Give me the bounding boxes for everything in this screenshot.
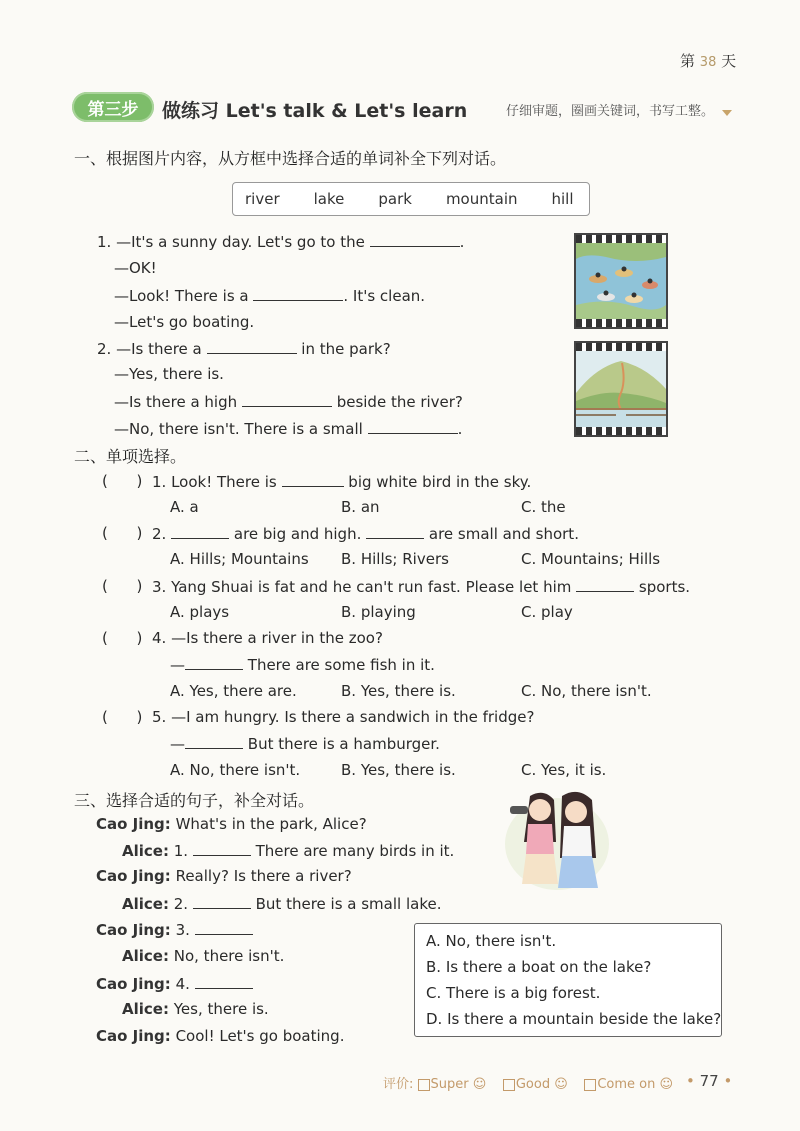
answer-blank[interactable]	[368, 419, 458, 434]
choice-option: B. Is there a boat on the lake?	[426, 958, 652, 976]
dialog-line: Cao Jing: What's in the park, Alice?	[96, 815, 367, 833]
option: C. Yes, it is.	[521, 761, 607, 779]
answer-paren[interactable]: ( )	[102, 708, 143, 726]
laugh-face-icon: ☺	[472, 1077, 487, 1092]
answer-blank[interactable]	[171, 524, 229, 539]
dialog-line: Alice: No, there isn't.	[122, 947, 285, 965]
question-text: 3. Yang Shuai is fat and he can't run fast. Please let him sports.	[152, 578, 691, 596]
step-title: 做练习 Let's talk & Let's learn	[162, 100, 468, 122]
dialog-line: —Look! There is a . It's clean.	[114, 287, 426, 305]
mountain-river-picture	[574, 341, 668, 437]
answer-blank[interactable]	[193, 841, 251, 856]
page-number: • 77 •	[686, 1072, 733, 1090]
girls-with-binoculars-icon	[504, 784, 610, 892]
come-on-label: Come on	[597, 1077, 656, 1092]
option: C. No, there isn't.	[521, 682, 652, 700]
word-box	[232, 182, 590, 216]
option: C. Mountains; Hills	[521, 550, 661, 568]
question-text: 4. —Is there a river in the zoo?	[152, 629, 383, 647]
dialog-line: Cao Jing: Cool! Let's go boating.	[96, 1027, 345, 1045]
option: A. Yes, there are.	[170, 682, 297, 700]
question-text: 2. are big and high. are small and short.	[152, 525, 579, 543]
answer-blank[interactable]	[370, 232, 460, 247]
option: A. No, there isn't.	[170, 761, 301, 779]
dialog-line: —Let's go boating.	[114, 313, 255, 331]
super-checkbox[interactable]	[418, 1079, 430, 1091]
word-option: mountain	[445, 190, 518, 208]
dialog-line: —OK!	[114, 259, 157, 277]
dialog-line: 1. —It's a sunny day. Let's go to the .	[97, 233, 465, 251]
dialog-line: 2. —Is there a in the park?	[97, 340, 391, 358]
word-option: river	[245, 190, 280, 208]
part3-heading: 三、选择合适的句子，补全对话。	[74, 791, 315, 810]
mountain-river-illustration	[576, 343, 666, 435]
dialog-line: —No, there isn't. There is a small .	[114, 420, 463, 438]
dialog-line: Cao Jing: 4.	[96, 974, 253, 993]
good-checkbox[interactable]	[503, 1079, 515, 1091]
happy-face-icon: ☺	[659, 1077, 674, 1092]
answer-blank[interactable]	[366, 524, 424, 539]
dialog-line: —Is there a high beside the river?	[114, 393, 463, 411]
word-option: park	[378, 190, 412, 208]
good-label: Good	[515, 1077, 551, 1092]
dialog-line: Alice: 2. But there is a small lake.	[122, 895, 442, 913]
answer-paren[interactable]: ( )	[102, 524, 143, 542]
answer-blank[interactable]	[193, 894, 251, 909]
dialog-line: Cao Jing: 3.	[96, 920, 253, 939]
day-label: 第 38 天	[680, 52, 737, 70]
dialog-line: Cao Jing: Really? Is there a river?	[96, 867, 352, 885]
choice-option: A. No, there isn't.	[426, 932, 557, 950]
step-badge: 第三步	[72, 92, 154, 122]
question-text: 1. Look! There is big white bird in the sky.	[152, 473, 532, 491]
answer-blank[interactable]	[253, 286, 343, 301]
option: A. a	[170, 498, 199, 516]
question-text: — There are some fish in it.	[170, 656, 435, 674]
evaluation-row	[383, 1073, 673, 1092]
dialog-line: Alice: Yes, there is.	[122, 1000, 269, 1018]
pencil-tip-icon	[722, 110, 732, 116]
word-option: lake	[313, 190, 345, 208]
answer-paren[interactable]: ( )	[102, 629, 143, 647]
option: C. play	[521, 603, 573, 621]
option: B. Hills; Rivers	[341, 550, 449, 568]
answer-paren[interactable]: ( )	[102, 472, 143, 490]
dialog-line: —Yes, there is.	[114, 365, 224, 383]
option: B. playing	[341, 603, 416, 621]
answer-blank[interactable]	[195, 974, 253, 989]
answer-blank[interactable]	[207, 339, 297, 354]
answer-blank[interactable]	[195, 920, 253, 935]
option: B. Yes, there is.	[341, 682, 456, 700]
part2-heading: 二、单项选择。	[74, 447, 187, 466]
answer-blank[interactable]	[242, 392, 332, 407]
super-label: Super	[430, 1077, 469, 1092]
film-strip-top	[576, 235, 666, 243]
answer-blank[interactable]	[576, 577, 634, 592]
smile-face-icon: ☺	[554, 1077, 568, 1092]
choice-option: D. Is there a mountain beside the lake?	[426, 1010, 722, 1028]
come-on-checkbox[interactable]	[584, 1079, 596, 1091]
question-text: — But there is a hamburger.	[170, 735, 440, 753]
option: B. Yes, there is.	[341, 761, 456, 779]
option: C. the	[521, 498, 566, 516]
step-tip: 仔细审题，圈画关键词，书写工整。	[506, 104, 715, 119]
dialog-line: Alice: 1. There are many birds in it.	[122, 842, 455, 860]
film-strip-bottom	[576, 427, 666, 435]
question-text: 5. —I am hungry. Is there a sandwich in the fridge?	[152, 708, 535, 726]
evaluation-label: 评价:	[383, 1077, 414, 1092]
film-strip-top	[576, 343, 666, 351]
answer-blank[interactable]	[185, 734, 243, 749]
lake-boats-picture	[574, 233, 668, 329]
choice-box	[414, 923, 722, 1037]
lake-boats-illustration	[576, 235, 666, 327]
answer-blank[interactable]	[185, 655, 243, 670]
girls-illustration	[504, 784, 610, 892]
answer-paren[interactable]: ( )	[102, 577, 143, 595]
word-option: hill	[551, 190, 574, 208]
film-strip-bottom	[576, 319, 666, 327]
choice-option: C. There is a big forest.	[426, 984, 601, 1002]
option: B. an	[341, 498, 380, 516]
option: A. Hills; Mountains	[170, 550, 309, 568]
option: A. plays	[170, 603, 230, 621]
answer-blank[interactable]	[282, 472, 344, 487]
part1-heading: 一、根据图片内容，从方框中选择合适的单词补全下列对话。	[74, 149, 507, 168]
